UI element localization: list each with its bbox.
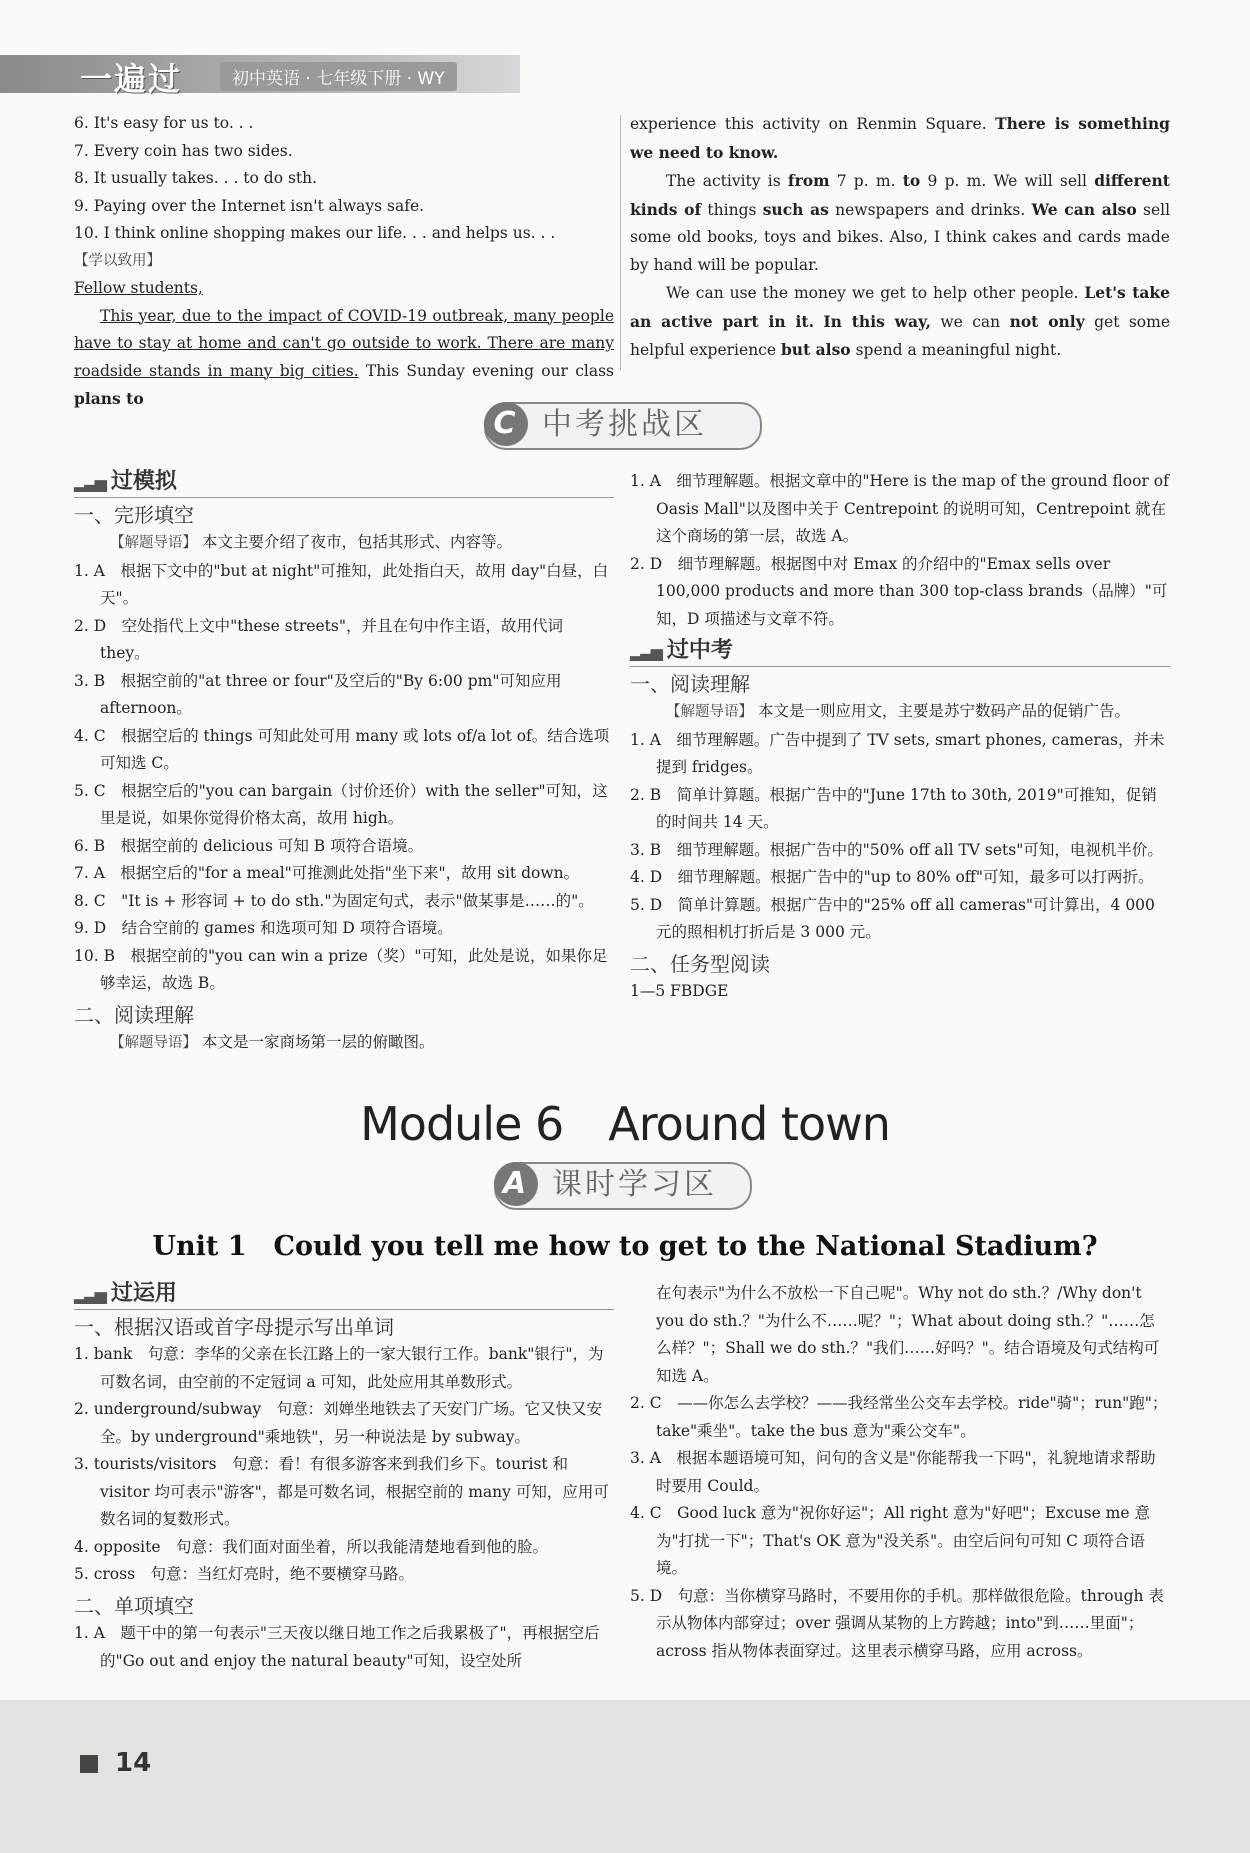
list-item: 6. It's easy for us to. . . xyxy=(74,114,254,132)
list-item: 10. I think online shopping makes our life. . . and helps us. . . xyxy=(74,224,556,242)
answer-item: 5. D 句意：当你横穿马路时，不要用你的手机。那样做很危险。through 表示从物体内部穿过；over 强调从某物的上方跨越；into"到……里面"；across 指从物体表面穿过。这里表示横穿马路，应用 across。 xyxy=(630,1586,1164,1660)
top-right-column xyxy=(630,110,1170,365)
answer-item: 3. tourists/visitors 句意：看！有很多游客来到我们乡下。tourist 和 visitor 均可表示"游客"，都是可数名词，根据空前的 many 可知，应用可数名词的复数形式。 xyxy=(74,1455,609,1528)
list-item: 8. It usually takes. . . to do sth. xyxy=(74,169,318,187)
brand-logo: 一遍过 xyxy=(80,60,183,98)
answer-item: 1. A 根据下文中的"but at night"可推知，此处指白天，故用 day"白昼，白天"。 xyxy=(74,561,609,607)
subsection-title: 二、阅读理解 xyxy=(74,1002,194,1027)
section-heading: ▂▃▅ 过运用 xyxy=(74,1280,614,1310)
answer-item: 7. A 根据空后的"for a meal"可推测此处指"坐下来"，故用 sit down。 xyxy=(74,864,580,882)
practice-right-column xyxy=(630,1280,1170,1665)
column-divider xyxy=(620,115,621,370)
answer-item: 1. A 细节理解题。根据文章中的"Here is the map of the ground floor of Oasis Mall"以及图中关于 Centrepoint 的说明可知，Centrepoint 就在这个商场的第一层，故选 A。 xyxy=(630,472,1169,545)
section-heading: ▂▃▅ 过模拟 xyxy=(74,468,614,498)
zone-label: 课时学习区 xyxy=(552,1167,717,1202)
essay-paragraph: This year, due to the impact of COVID-19 outbreak, many people have to stay at home and can't go outside to work. There are many roadside stands in many big cities. This Sunday evening our class plans to xyxy=(74,306,614,408)
answer-item: 2. underground/subway 句意：刘婵坐地铁去了天安门广场。它又快又安全。by underground"乘地铁"，另一种说法是 by subway。 xyxy=(74,1400,603,1446)
zone-label: 中考挑战区 xyxy=(542,407,707,442)
zone-c-banner xyxy=(484,402,762,450)
subsection-title: 一、阅读理解 xyxy=(630,671,750,696)
mock-left-column xyxy=(74,468,614,1058)
practice-left-column xyxy=(74,1280,614,1675)
subsection-title: 一、根据汉语或首字母提示写出单词 xyxy=(74,1314,394,1339)
answer-item: 3. A 根据本题语境可知，问句的含义是"你能帮我一下吗"，礼貌地请求帮助时要用 Could。 xyxy=(630,1449,1156,1495)
zone-letter: A xyxy=(494,1162,538,1206)
answer-item: 2. D 细节理解题。根据图中对 Emax 的介绍中的"Emax sells over 100,000 products and more than 300 top-class brands（品牌）"可知，D 项描述与文章不符。 xyxy=(630,554,1168,628)
answer-item: 9. D 结合空前的 games 和选项可知 D 项符合语境。 xyxy=(74,919,453,937)
answer-item: 4. opposite 句意：我们面对面坐着，所以我能清楚地看到他的脸。 xyxy=(74,1537,549,1556)
answer-item: 2. D 空处指代上文中"these streets"，并且在句中作主语，故用代词 they。 xyxy=(74,616,563,662)
answer-item: 8. C "It is + 形容词 + to do sth."为固定句式，表示"做某事是……的"。 xyxy=(74,891,594,910)
answer-item: 10. B 根据空前的"you can win a prize（奖）"可知，此处是说，如果你足够幸运，故选 B。 xyxy=(74,946,608,992)
answer-item: 5. C 根据空后的"you can bargain（讨价还价）with the seller"可知，这里是说，如果你觉得价格太高，故用 high。 xyxy=(74,781,608,827)
apply-tag: 【学以致用】 xyxy=(74,252,161,269)
essay-paragraph: The activity is from 7 p. m. to 9 p. m. We will sell different kinds of things such as newspapers and drinks. We can also sell some old books, toys and bikes. Also, I think cakes and cards made by hand will be popular. xyxy=(630,171,1171,274)
answer-item: 3. B 根据空前的"at three or four"及空后的"By 6:00 pm"可知应用 afternoon。 xyxy=(74,671,562,717)
top-left-column xyxy=(74,110,614,414)
list-item: 7. Every coin has two sides. xyxy=(74,141,293,160)
subsection-title: 二、任务型阅读 xyxy=(630,951,770,976)
guide-line: 【解题导语】 本文主要介绍了夜市，包括其形式、内容等。 xyxy=(110,533,512,551)
page-number: 14 xyxy=(115,1748,152,1778)
essay-paragraph: We can use the money we get to help other people. Let's take an active part in it. In this way, we can not only get some helpful experience but also spend a meaningful night. xyxy=(630,283,1170,359)
guide-line: 【解题导语】 本文是一家商场第一层的俯瞰图。 xyxy=(110,1033,435,1051)
list-item: 9. Paying over the Internet isn't always safe. xyxy=(74,196,425,215)
answer-item: 1—5 FBDGE xyxy=(630,982,729,1000)
guide-line: 【解题导语】 本文是一则应用文，主要是苏宁数码产品的促销广告。 xyxy=(666,702,1130,720)
answer-item: 2. B 简单计算题。根据广告中的"June 17th to 30th, 2019"可推知，促销的时间共 14 天。 xyxy=(630,785,1157,831)
unit-title: Unit 1 Could you tell me how to get to the National Stadium? xyxy=(152,1231,1098,1262)
answer-item: 1. A 题干中的第一句表示"三天夜以继日地工作之后我累极了"，再根据空后的"Go out and enjoy the natural beauty"可知，设空处所 xyxy=(74,1624,600,1670)
answer-item: 3. B 细节理解题。根据广告中的"50% off all TV sets"可知，电视机半价。 xyxy=(630,840,1163,859)
answer-item: 1. A 细节理解题。广告中提到了 TV sets, smart phones, cameras，并未提到 fridges。 xyxy=(630,730,1165,776)
subsection-title: 二、单项填空 xyxy=(74,1593,194,1618)
answer-item: 4. C 根据空后的 things 可知此处可用 many 或 lots of/a lot of。结合选项可知选 C。 xyxy=(74,726,610,772)
footer-band xyxy=(0,1700,1250,1853)
zone-letter: C xyxy=(484,402,528,446)
answer-item: 1. bank 句意：李华的父亲在长江路上的一家大银行工作。bank"银行"，为可数名词，由空前的不定冠词 a 可知，此处应用其单数形式。 xyxy=(74,1345,604,1391)
module-title: Module 6 Around town xyxy=(360,1097,890,1151)
answer-item: 2. C ——你怎么去学校？——我经常坐公交车去学校。ride"骑"；run"跑"；take"乘坐"。take the bus 意为"乘公交车"。 xyxy=(630,1394,1168,1440)
answer-item: 4. D 细节理解题。根据广告中的"up to 80% off"可知，最多可以打两折。 xyxy=(630,868,1154,886)
answer-item: 4. C Good luck 意为"祝你好运"；All right 意为"好吧"；Excuse me 意为"打扰一下"；That's OK 意为"没关系"。由空后问句可知 C 项符合语境。 xyxy=(630,1504,1150,1577)
answer-item: 5. cross 句意：当红灯亮时，绝不要横穿马路。 xyxy=(74,1565,415,1583)
subsection-title: 一、完形填空 xyxy=(74,502,194,527)
section-heading: ▂▃▅ 过中考 xyxy=(630,637,1170,667)
answer-item: 6. B 根据空前的 delicious 可知 B 项符合语境。 xyxy=(74,836,424,855)
mock-right-column xyxy=(630,468,1170,1006)
book-subtitle: 初中英语 · 七年级下册 · WY xyxy=(220,62,457,91)
page-marker-icon xyxy=(80,1755,98,1773)
greeting: Fellow students, xyxy=(74,279,203,297)
zone-a-banner xyxy=(494,1162,752,1210)
answer-item: 在句表示"为什么不放松一下自己呢"。Why not do sth.？/Why don't you do sth.？"为什么不……呢？"；What about doing sth.？"……怎么样？"；Shall we do sth.？"我们……好吗？"。结合语境及句式结构可知选 A。 xyxy=(656,1284,1160,1385)
answer-item: 5. D 简单计算题。根据广告中的"25% off all cameras"可计算出，4 000元的照相机打折后是 3 000 元。 xyxy=(630,895,1155,941)
essay-paragraph: experience this activity on Renmin Square. There is something we need to know. xyxy=(630,114,1170,162)
